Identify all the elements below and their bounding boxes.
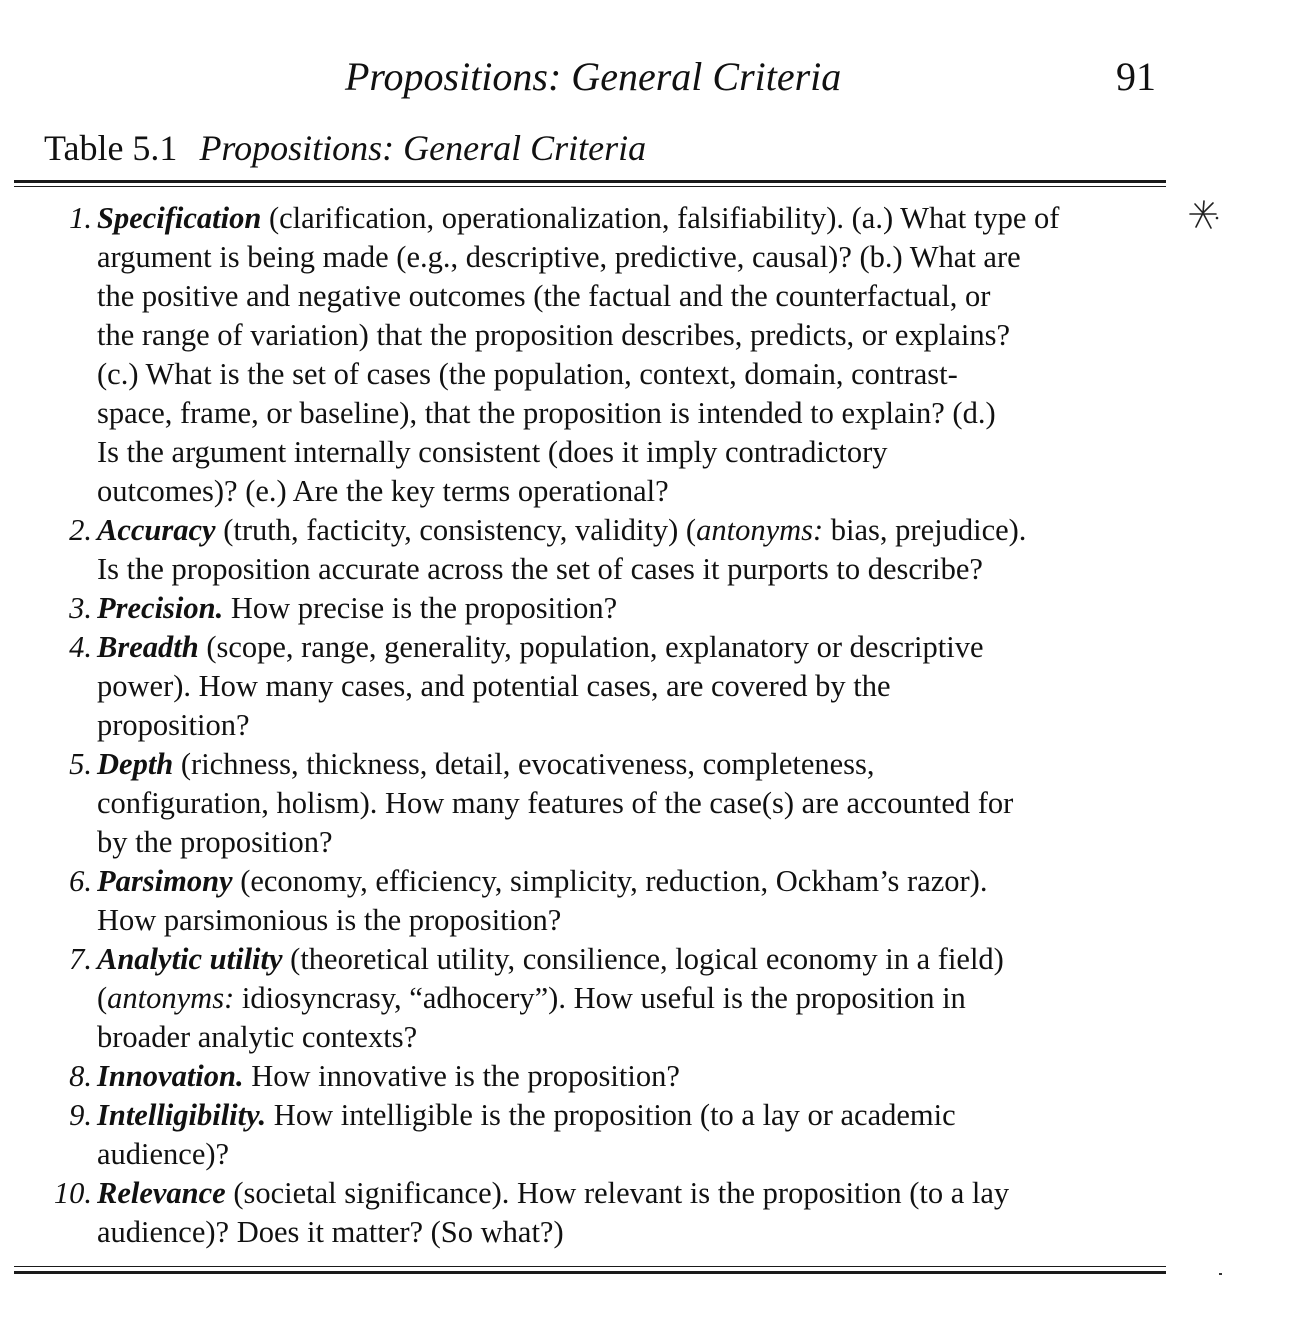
criterion-line	[97, 940, 1180, 979]
criterion-name: Analytic utility	[97, 942, 283, 976]
criterion-text: idiosyncrasy, “adhocery”). How useful is the proposition in	[234, 981, 966, 1015]
criterion-name: Intelligibility.	[97, 1098, 267, 1132]
criterion-number: 4.	[69, 630, 92, 664]
criterion-name: Specification	[97, 201, 262, 235]
criterion-text: (societal significance). How relevant is the proposition (to a lay	[233, 1176, 1010, 1210]
criterion-line: by the proposition?	[97, 825, 333, 859]
table-title: Propositions: General Criteria	[199, 128, 647, 168]
criterion-line: proposition?	[97, 708, 250, 742]
criterion-line	[97, 745, 1180, 784]
criterion-intelligibility	[0, 1096, 1180, 1174]
criterion-line	[97, 1096, 1180, 1135]
criterion-text: How precise is the proposition?	[223, 591, 618, 625]
criterion-name: Depth	[97, 747, 174, 781]
criterion-name: Precision.	[97, 591, 224, 625]
antonyms-label: antonyms:	[107, 981, 235, 1015]
criterion-parsimony	[0, 862, 1180, 940]
criterion-line	[97, 1174, 1180, 1213]
criterion-relevance	[0, 1174, 1180, 1252]
criterion-line: space, frame, or baseline), that the proposition is intended to explain? (d.)	[97, 396, 996, 430]
criterion-text: (theoretical utility, consilience, logical economy in a field)	[290, 942, 1004, 976]
criterion-line: configuration, holism). How many features of the case(s) are accounted for	[97, 786, 1014, 820]
criterion-line: argument is being made (e.g., descriptive, predictive, causal)? (b.) What are	[97, 240, 1021, 274]
criterion-number: 8.	[69, 1059, 92, 1093]
criterion-name: Parsimony	[97, 864, 233, 898]
criterion-line	[97, 979, 1180, 1018]
criterion-number: 5.	[69, 747, 92, 781]
criterion-analytic-utility	[0, 940, 1180, 1057]
table-top-rule-thin	[14, 186, 1166, 187]
page-number: 91	[1116, 54, 1156, 99]
criterion-line: outcomes)? (e.) Are the key terms operational?	[97, 474, 669, 508]
criterion-name: Breadth	[97, 630, 199, 664]
criterion-line: audience)? Does it matter? (So what?)	[97, 1215, 564, 1249]
criterion-text: (truth, facticity, consistency, validity) (	[223, 513, 697, 547]
criterion-number: 10.	[53, 1176, 92, 1210]
criterion-line	[97, 199, 1180, 238]
criterion-specification	[0, 199, 1180, 511]
criterion-line: Is the argument internally consistent (does it imply contradictory	[97, 435, 888, 469]
criterion-text: (economy, efficiency, simplicity, reduction, Ockham’s razor).	[240, 864, 988, 898]
criterion-number: 1.	[69, 201, 92, 235]
criterion-line: power). How many cases, and potential cases, are covered by the	[97, 669, 891, 703]
margin-asterisk-mark-icon	[1186, 198, 1220, 232]
criterion-text: (scope, range, generality, population, explanatory or descriptive	[206, 630, 984, 664]
criterion-text: (	[97, 981, 108, 1015]
criterion-name: Innovation.	[97, 1059, 244, 1093]
table-top-rule	[14, 180, 1166, 183]
criteria-list	[0, 199, 1180, 1252]
table-bottom-rule	[14, 1271, 1166, 1274]
table-label: Table 5.1	[44, 128, 178, 168]
criterion-number: 2.	[69, 513, 92, 547]
criterion-text: bias, prejudice).	[823, 513, 1027, 547]
criterion-line	[97, 628, 1180, 667]
criterion-breadth	[0, 628, 1180, 745]
criterion-line: broader analytic contexts?	[97, 1020, 418, 1054]
criterion-text: How intelligible is the proposition (to a lay or academic	[266, 1098, 956, 1132]
criterion-text: (richness, thickness, detail, evocativeness, completeness,	[180, 747, 875, 781]
criterion-name: Relevance	[97, 1176, 226, 1210]
criterion-line: the range of variation) that the proposition describes, predicts, or explains?	[97, 318, 1011, 352]
table-caption	[44, 124, 646, 172]
criterion-line: the positive and negative outcomes (the factual and the counterfactual, or	[97, 279, 991, 313]
criterion-number: 7.	[69, 942, 92, 976]
table-bottom-rule-thin	[14, 1266, 1166, 1267]
criterion-precision	[0, 589, 1180, 628]
criterion-innovation	[0, 1057, 1180, 1096]
criterion-number: 3.	[69, 591, 92, 625]
criterion-line: How parsimonious is the proposition?	[97, 903, 562, 937]
criterion-line	[97, 862, 1180, 901]
criterion-number: 9.	[69, 1098, 92, 1132]
criterion-text: How innovative is the proposition?	[243, 1059, 680, 1093]
criterion-line: Is the proposition accurate across the set of cases it purports to describe?	[97, 552, 983, 586]
criterion-accuracy	[0, 511, 1180, 589]
criterion-name: Accuracy	[97, 513, 216, 547]
running-head-title: Propositions: General Criteria	[345, 54, 842, 99]
criterion-line: (c.) What is the set of cases (the population, context, domain, contrast-	[97, 357, 958, 391]
criterion-line	[97, 511, 1180, 550]
scan-speck	[1219, 1273, 1222, 1275]
criterion-line	[97, 589, 1180, 628]
criterion-depth	[0, 745, 1180, 862]
running-head	[0, 52, 1290, 102]
criterion-line: audience)?	[97, 1137, 230, 1171]
criterion-text: (clarification, operationalization, falsifiability). (a.) What type of	[268, 201, 1060, 235]
antonyms-label: antonyms:	[696, 513, 824, 547]
criterion-line	[97, 1057, 1180, 1096]
criterion-number: 6.	[69, 864, 92, 898]
